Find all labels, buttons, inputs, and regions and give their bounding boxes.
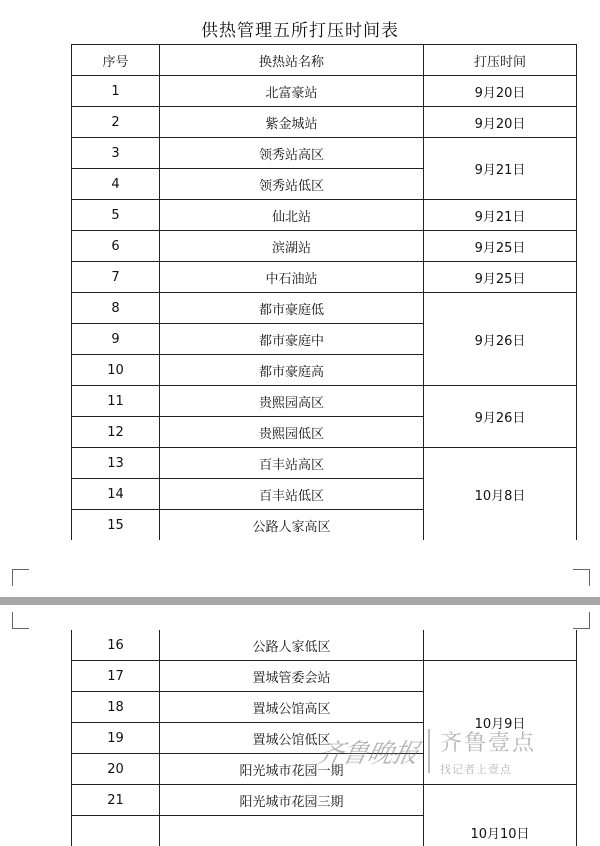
station-name: 百丰站高区 — [160, 448, 424, 479]
row-number: 4 — [72, 169, 160, 200]
row-number: 13 — [72, 448, 160, 479]
table-row — [72, 107, 577, 138]
page-corner-mark — [573, 569, 590, 586]
row-number: 8 — [72, 293, 160, 324]
watermark-brand-block — [440, 726, 536, 777]
test-date: 10月10日 — [424, 785, 577, 846]
row-number: 6 — [72, 231, 160, 262]
schedule-table-page-1 — [71, 44, 577, 540]
row-number: 20 — [72, 754, 160, 785]
station-name: 公路人家高区 — [160, 510, 424, 541]
station-name: 置城公馆高区 — [160, 692, 424, 723]
row-number: 1 — [72, 76, 160, 107]
test-date: 9月26日 — [424, 293, 577, 386]
row-number: 21 — [72, 785, 160, 816]
page-separator — [0, 597, 600, 605]
page-corner-mark — [12, 612, 29, 629]
row-number: 16 — [72, 630, 160, 661]
watermark-slogan: 找记者上壹点 — [440, 761, 512, 777]
station-name: 仙北站 — [160, 200, 424, 231]
row-number: 7 — [72, 262, 160, 293]
row-number: 12 — [72, 417, 160, 448]
page-title: 供热管理五所打压时间表 — [0, 16, 600, 41]
row-number-cut — [72, 816, 160, 846]
test-date: 9月25日 — [424, 262, 577, 293]
row-number: 5 — [72, 200, 160, 231]
watermark-script-logo: 齐鲁晚报 — [314, 733, 422, 770]
table-row — [72, 661, 577, 692]
row-number: 14 — [72, 479, 160, 510]
station-name: 领秀站高区 — [160, 138, 424, 169]
table-row — [72, 200, 577, 231]
watermark — [318, 720, 580, 782]
table-row — [72, 138, 577, 169]
row-number: 9 — [72, 324, 160, 355]
table-row — [72, 448, 577, 479]
test-date: 9月25日 — [424, 231, 577, 262]
table-row — [72, 262, 577, 293]
test-date: 10月9日 — [424, 661, 577, 785]
station-name: 置城管委会站 — [160, 661, 424, 692]
table-row — [72, 231, 577, 262]
station-name: 公路人家低区 — [160, 630, 424, 661]
station-name: 都市豪庭中 — [160, 324, 424, 355]
test-date: 9月26日 — [424, 386, 577, 448]
header-number: 序号 — [72, 45, 160, 76]
table-row — [72, 785, 577, 816]
station-name: 滨湖站 — [160, 231, 424, 262]
row-number: 19 — [72, 723, 160, 754]
station-name: 贵熙园低区 — [160, 417, 424, 448]
page-corner-mark — [12, 569, 29, 586]
station-name: 中石油站 — [160, 262, 424, 293]
test-date: 9月21日 — [424, 138, 577, 200]
station-name: 都市豪庭高 — [160, 355, 424, 386]
station-name: 贵熙园高区 — [160, 386, 424, 417]
table-row — [72, 293, 577, 324]
table-row — [72, 630, 577, 661]
watermark-brand: 齐鲁壹点 — [440, 726, 536, 757]
row-number: 11 — [72, 386, 160, 417]
station-name: 北富豪站 — [160, 76, 424, 107]
station-name: 紫金城站 — [160, 107, 424, 138]
station-name: 领秀站低区 — [160, 169, 424, 200]
header-row — [72, 45, 577, 76]
test-date: 9月20日 — [424, 76, 577, 107]
station-name: 置城公馆低区 — [160, 723, 424, 754]
page-corner-mark — [573, 612, 590, 629]
row-number: 17 — [72, 661, 160, 692]
row-number: 2 — [72, 107, 160, 138]
table-row — [72, 386, 577, 417]
test-date-continued — [424, 630, 577, 661]
station-name: 阳光城市花园三期 — [160, 785, 424, 816]
row-number: 10 — [72, 355, 160, 386]
row-number: 3 — [72, 138, 160, 169]
row-number: 18 — [72, 692, 160, 723]
table-row — [72, 76, 577, 107]
test-date: 10月8日 — [424, 448, 577, 541]
watermark-divider — [428, 729, 430, 773]
header-station: 换热站名称 — [160, 45, 424, 76]
row-number: 15 — [72, 510, 160, 541]
header-date: 打压时间 — [424, 45, 577, 76]
station-name: 阳光城市花园一期 — [160, 754, 424, 785]
station-name: 都市豪庭低 — [160, 293, 424, 324]
station-name: 百丰站低区 — [160, 479, 424, 510]
test-date: 9月20日 — [424, 107, 577, 138]
station-name-cut — [160, 816, 424, 846]
test-date: 9月21日 — [424, 200, 577, 231]
